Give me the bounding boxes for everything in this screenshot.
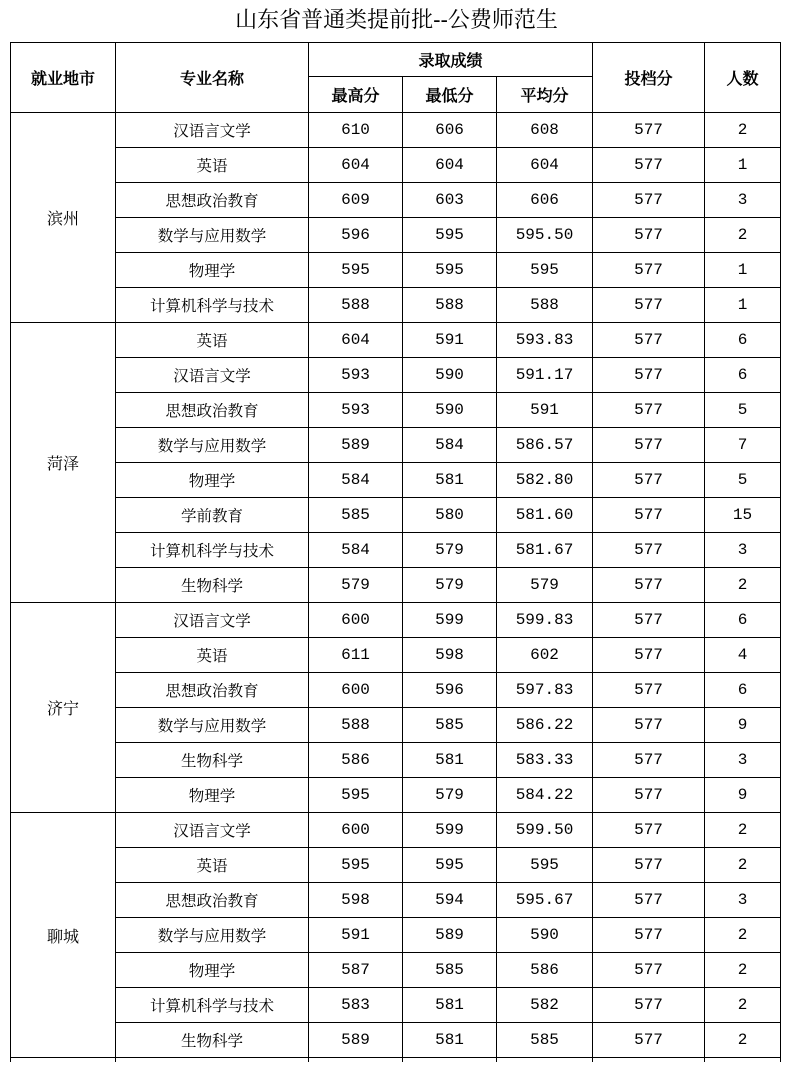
major-cell: 汉语言文学 bbox=[116, 603, 309, 638]
count-cell: 2 bbox=[705, 113, 781, 148]
toudang-cell: 577 bbox=[593, 288, 705, 323]
max-score-cell: 584 bbox=[309, 463, 403, 498]
avg-score-cell: 584.22 bbox=[497, 778, 593, 813]
count-cell: 9 bbox=[705, 708, 781, 743]
page-title: 山东省普通类提前批--公费师范生 bbox=[235, 8, 558, 33]
table-row bbox=[11, 883, 781, 918]
min-score-cell: 584 bbox=[403, 428, 497, 463]
toudang-cell: 577 bbox=[593, 743, 705, 778]
major-cell: 物理学 bbox=[116, 953, 309, 988]
avg-score-cell: 593.83 bbox=[497, 323, 593, 358]
max-score-cell: 593 bbox=[309, 393, 403, 428]
toudang-cell: 577 bbox=[593, 603, 705, 638]
max-score-cell: 609 bbox=[309, 183, 403, 218]
avg-score-cell: 582.80 bbox=[497, 463, 593, 498]
avg-score-cell: 586.57 bbox=[497, 428, 593, 463]
major-cell: 英语 bbox=[116, 323, 309, 358]
max-score-cell: 586 bbox=[309, 743, 403, 778]
count-cell: 2 bbox=[705, 918, 781, 953]
min-score-cell: 591 bbox=[403, 323, 497, 358]
major-cell: 数学与应用数学 bbox=[116, 708, 309, 743]
table-row bbox=[11, 1023, 781, 1058]
major-cell: 数学与应用数学 bbox=[116, 428, 309, 463]
major-cell: 物理学 bbox=[116, 253, 309, 288]
toudang-cell: 577 bbox=[593, 813, 705, 848]
table-row bbox=[11, 603, 781, 638]
toudang-cell: 577 bbox=[593, 1023, 705, 1058]
header-toudang: 投档分 bbox=[593, 43, 705, 113]
avg-score-cell: 604 bbox=[497, 148, 593, 183]
toudang-cell: 577 bbox=[593, 638, 705, 673]
toudang-cell: 577 bbox=[593, 533, 705, 568]
min-score-cell: 589 bbox=[403, 918, 497, 953]
major-cell: 数学与应用数学 bbox=[116, 918, 309, 953]
min-score-cell: 598 bbox=[403, 638, 497, 673]
count-cell: 6 bbox=[705, 323, 781, 358]
header-count: 人数 bbox=[705, 43, 781, 113]
table-row bbox=[11, 358, 781, 393]
min-score-cell: 599 bbox=[403, 813, 497, 848]
min-score-cell: 580 bbox=[403, 498, 497, 533]
count-cell: 1 bbox=[705, 148, 781, 183]
toudang-cell: 577 bbox=[593, 498, 705, 533]
count-cell: 3 bbox=[705, 743, 781, 778]
min-score-cell: 581 bbox=[403, 463, 497, 498]
toudang-cell: 577 bbox=[593, 323, 705, 358]
max-score-cell: 600 bbox=[309, 813, 403, 848]
toudang-cell: 577 bbox=[593, 463, 705, 498]
min-score-cell: 579 bbox=[403, 778, 497, 813]
avg-score-cell: 595 bbox=[497, 253, 593, 288]
major-cell: 物理学 bbox=[116, 463, 309, 498]
empty-cell bbox=[593, 1058, 705, 1063]
min-score-cell: 581 bbox=[403, 743, 497, 778]
toudang-cell: 577 bbox=[593, 918, 705, 953]
avg-score-cell: 608 bbox=[497, 113, 593, 148]
header-city: 就业地市 bbox=[11, 43, 116, 113]
min-score-cell: 588 bbox=[403, 288, 497, 323]
max-score-cell: 595 bbox=[309, 848, 403, 883]
table-row bbox=[11, 673, 781, 708]
min-score-cell: 606 bbox=[403, 113, 497, 148]
min-score-cell: 599 bbox=[403, 603, 497, 638]
major-cell: 计算机科学与技术 bbox=[116, 288, 309, 323]
max-score-cell: 588 bbox=[309, 288, 403, 323]
max-score-cell: 579 bbox=[309, 568, 403, 603]
min-score-cell: 604 bbox=[403, 148, 497, 183]
min-score-cell: 595 bbox=[403, 218, 497, 253]
table-row bbox=[11, 218, 781, 253]
max-score-cell: 587 bbox=[309, 953, 403, 988]
toudang-cell: 577 bbox=[593, 953, 705, 988]
major-cell: 数学与应用数学 bbox=[116, 218, 309, 253]
empty-cell bbox=[309, 1058, 403, 1063]
max-score-cell: 593 bbox=[309, 358, 403, 393]
city-cell: 菏泽 bbox=[11, 323, 116, 603]
toudang-cell: 577 bbox=[593, 428, 705, 463]
avg-score-cell: 581.67 bbox=[497, 533, 593, 568]
table-row bbox=[11, 253, 781, 288]
header-major: 专业名称 bbox=[116, 43, 309, 113]
admission-table bbox=[10, 42, 781, 1062]
table-row bbox=[11, 393, 781, 428]
toudang-cell: 577 bbox=[593, 218, 705, 253]
major-cell: 英语 bbox=[116, 638, 309, 673]
min-score-cell: 595 bbox=[403, 253, 497, 288]
table-row bbox=[11, 778, 781, 813]
avg-score-cell: 599.50 bbox=[497, 813, 593, 848]
table-body bbox=[11, 113, 781, 1063]
table-row bbox=[11, 953, 781, 988]
table-row-partial bbox=[11, 1058, 781, 1063]
table-row bbox=[11, 638, 781, 673]
count-cell: 15 bbox=[705, 498, 781, 533]
count-cell: 7 bbox=[705, 428, 781, 463]
avg-score-cell: 591.17 bbox=[497, 358, 593, 393]
toudang-cell: 577 bbox=[593, 358, 705, 393]
empty-cell bbox=[497, 1058, 593, 1063]
count-cell: 4 bbox=[705, 638, 781, 673]
table-row bbox=[11, 988, 781, 1023]
major-cell: 物理学 bbox=[116, 778, 309, 813]
toudang-cell: 577 bbox=[593, 708, 705, 743]
avg-score-cell: 595.50 bbox=[497, 218, 593, 253]
max-score-cell: 600 bbox=[309, 673, 403, 708]
toudang-cell: 577 bbox=[593, 848, 705, 883]
max-score-cell: 598 bbox=[309, 883, 403, 918]
max-score-cell: 589 bbox=[309, 428, 403, 463]
avg-score-cell: 606 bbox=[497, 183, 593, 218]
table-row bbox=[11, 568, 781, 603]
major-cell: 英语 bbox=[116, 148, 309, 183]
min-score-cell: 585 bbox=[403, 708, 497, 743]
avg-score-cell: 582 bbox=[497, 988, 593, 1023]
table-row bbox=[11, 743, 781, 778]
table-row bbox=[11, 428, 781, 463]
count-cell: 5 bbox=[705, 463, 781, 498]
major-cell: 生物科学 bbox=[116, 568, 309, 603]
toudang-cell: 577 bbox=[593, 778, 705, 813]
empty-cell bbox=[11, 1058, 116, 1063]
major-cell: 学前教育 bbox=[116, 498, 309, 533]
major-cell: 思想政治教育 bbox=[116, 393, 309, 428]
avg-score-cell: 591 bbox=[497, 393, 593, 428]
max-score-cell: 584 bbox=[309, 533, 403, 568]
table-row bbox=[11, 113, 781, 148]
max-score-cell: 583 bbox=[309, 988, 403, 1023]
table-row bbox=[11, 498, 781, 533]
toudang-cell: 577 bbox=[593, 253, 705, 288]
major-cell: 生物科学 bbox=[116, 743, 309, 778]
toudang-cell: 577 bbox=[593, 673, 705, 708]
max-score-cell: 604 bbox=[309, 323, 403, 358]
avg-score-cell: 579 bbox=[497, 568, 593, 603]
max-score-cell: 585 bbox=[309, 498, 403, 533]
count-cell: 3 bbox=[705, 883, 781, 918]
count-cell: 6 bbox=[705, 673, 781, 708]
table-row bbox=[11, 323, 781, 358]
avg-score-cell: 583.33 bbox=[497, 743, 593, 778]
toudang-cell: 577 bbox=[593, 568, 705, 603]
count-cell: 1 bbox=[705, 253, 781, 288]
major-cell: 计算机科学与技术 bbox=[116, 533, 309, 568]
major-cell: 汉语言文学 bbox=[116, 113, 309, 148]
max-score-cell: 610 bbox=[309, 113, 403, 148]
table-row bbox=[11, 148, 781, 183]
avg-score-cell: 599.83 bbox=[497, 603, 593, 638]
max-score-cell: 600 bbox=[309, 603, 403, 638]
min-score-cell: 579 bbox=[403, 568, 497, 603]
toudang-cell: 577 bbox=[593, 183, 705, 218]
toudang-cell: 577 bbox=[593, 113, 705, 148]
max-score-cell: 604 bbox=[309, 148, 403, 183]
header-scores: 录取成绩 bbox=[309, 43, 593, 77]
table-row bbox=[11, 918, 781, 953]
avg-score-cell: 595.67 bbox=[497, 883, 593, 918]
table-row bbox=[11, 463, 781, 498]
min-score-cell: 585 bbox=[403, 953, 497, 988]
count-cell: 2 bbox=[705, 953, 781, 988]
max-score-cell: 596 bbox=[309, 218, 403, 253]
avg-score-cell: 595 bbox=[497, 848, 593, 883]
min-score-cell: 581 bbox=[403, 1023, 497, 1058]
table-row bbox=[11, 708, 781, 743]
city-cell: 济宁 bbox=[11, 603, 116, 813]
avg-score-cell: 590 bbox=[497, 918, 593, 953]
max-score-cell: 611 bbox=[309, 638, 403, 673]
avg-score-cell: 586.22 bbox=[497, 708, 593, 743]
avg-score-cell: 602 bbox=[497, 638, 593, 673]
major-cell: 思想政治教育 bbox=[116, 673, 309, 708]
min-score-cell: 596 bbox=[403, 673, 497, 708]
count-cell: 3 bbox=[705, 183, 781, 218]
max-score-cell: 589 bbox=[309, 1023, 403, 1058]
max-score-cell: 588 bbox=[309, 708, 403, 743]
min-score-cell: 590 bbox=[403, 358, 497, 393]
avg-score-cell: 585 bbox=[497, 1023, 593, 1058]
major-cell: 思想政治教育 bbox=[116, 883, 309, 918]
major-cell: 汉语言文学 bbox=[116, 813, 309, 848]
avg-score-cell: 597.83 bbox=[497, 673, 593, 708]
min-score-cell: 594 bbox=[403, 883, 497, 918]
major-cell: 英语 bbox=[116, 848, 309, 883]
toudang-cell: 577 bbox=[593, 883, 705, 918]
max-score-cell: 595 bbox=[309, 253, 403, 288]
min-score-cell: 579 bbox=[403, 533, 497, 568]
header-max: 最高分 bbox=[309, 77, 403, 113]
min-score-cell: 581 bbox=[403, 988, 497, 1023]
count-cell: 6 bbox=[705, 358, 781, 393]
count-cell: 2 bbox=[705, 1023, 781, 1058]
table-row bbox=[11, 813, 781, 848]
max-score-cell: 595 bbox=[309, 778, 403, 813]
avg-score-cell: 581.60 bbox=[497, 498, 593, 533]
min-score-cell: 590 bbox=[403, 393, 497, 428]
empty-cell bbox=[705, 1058, 781, 1063]
header-avg: 平均分 bbox=[497, 77, 593, 113]
max-score-cell: 591 bbox=[309, 918, 403, 953]
empty-cell bbox=[403, 1058, 497, 1063]
table-row bbox=[11, 288, 781, 323]
avg-score-cell: 588 bbox=[497, 288, 593, 323]
count-cell: 2 bbox=[705, 568, 781, 603]
major-cell: 计算机科学与技术 bbox=[116, 988, 309, 1023]
major-cell: 汉语言文学 bbox=[116, 358, 309, 393]
count-cell: 2 bbox=[705, 218, 781, 253]
header-min: 最低分 bbox=[403, 77, 497, 113]
table-row bbox=[11, 848, 781, 883]
count-cell: 3 bbox=[705, 533, 781, 568]
min-score-cell: 603 bbox=[403, 183, 497, 218]
city-cell: 聊城 bbox=[11, 813, 116, 1058]
min-score-cell: 595 bbox=[403, 848, 497, 883]
toudang-cell: 577 bbox=[593, 393, 705, 428]
table-row bbox=[11, 533, 781, 568]
toudang-cell: 577 bbox=[593, 148, 705, 183]
count-cell: 2 bbox=[705, 988, 781, 1023]
toudang-cell: 577 bbox=[593, 988, 705, 1023]
major-cell: 思想政治教育 bbox=[116, 183, 309, 218]
count-cell: 2 bbox=[705, 848, 781, 883]
count-cell: 9 bbox=[705, 778, 781, 813]
count-cell: 2 bbox=[705, 813, 781, 848]
count-cell: 5 bbox=[705, 393, 781, 428]
table-row bbox=[11, 183, 781, 218]
count-cell: 1 bbox=[705, 288, 781, 323]
count-cell: 6 bbox=[705, 603, 781, 638]
city-cell: 滨州 bbox=[11, 113, 116, 323]
major-cell: 生物科学 bbox=[116, 1023, 309, 1058]
empty-cell bbox=[116, 1058, 309, 1063]
avg-score-cell: 586 bbox=[497, 953, 593, 988]
